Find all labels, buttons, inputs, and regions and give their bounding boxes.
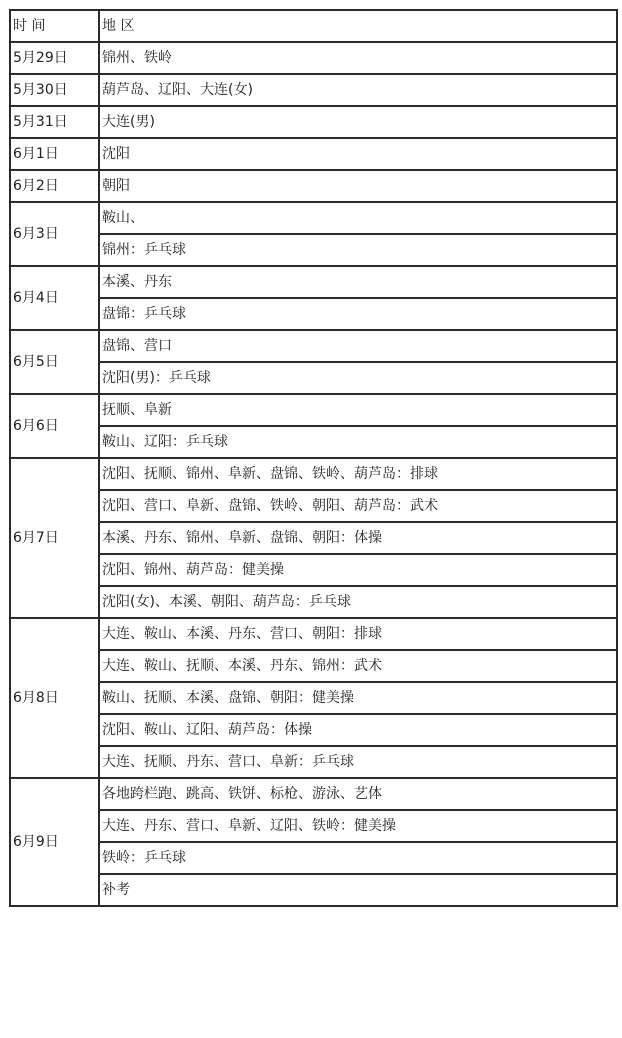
schedule-row	[10, 746, 617, 778]
region-cell: 鞍山、抚顺、本溪、盘锦、朝阳：健美操	[99, 682, 617, 714]
schedule-row	[10, 330, 617, 362]
schedule-row	[10, 202, 617, 234]
region-cell: 葫芦岛、辽阳、大连(女)	[99, 74, 617, 106]
schedule-row	[10, 586, 617, 618]
schedule-row	[10, 426, 617, 458]
schedule-row	[10, 458, 617, 490]
date-cell: 6月3日	[10, 202, 99, 266]
schedule-row	[10, 842, 617, 874]
region-cell: 大连、抚顺、丹东、营口、阜新：乒乓球	[99, 746, 617, 778]
schedule-row	[10, 138, 617, 170]
schedule-row	[10, 874, 617, 906]
region-cell: 铁岭：乒乓球	[99, 842, 617, 874]
region-cell: 沈阳、抚顺、锦州、阜新、盘锦、铁岭、葫芦岛：排球	[99, 458, 617, 490]
date-cell: 6月6日	[10, 394, 99, 458]
region-cell: 补考	[99, 874, 617, 906]
region-cell: 大连(男)	[99, 106, 617, 138]
date-cell: 6月1日	[10, 138, 99, 170]
region-cell: 沈阳(女)、本溪、朝阳、葫芦岛：乒乓球	[99, 586, 617, 618]
date-cell: 5月29日	[10, 42, 99, 74]
region-cell: 大连、鞍山、抚顺、本溪、丹东、锦州：武术	[99, 650, 617, 682]
region-cell: 本溪、丹东、锦州、阜新、盘锦、朝阳：体操	[99, 522, 617, 554]
schedule-row	[10, 714, 617, 746]
date-cell: 6月5日	[10, 330, 99, 394]
region-cell: 沈阳、营口、阜新、盘锦、铁岭、朝阳、葫芦岛：武术	[99, 490, 617, 522]
schedule-row	[10, 266, 617, 298]
region-cell: 沈阳	[99, 138, 617, 170]
region-cell: 大连、丹东、营口、阜新、辽阳、铁岭：健美操	[99, 810, 617, 842]
date-cell: 6月7日	[10, 458, 99, 618]
region-cell: 盘锦：乒乓球	[99, 298, 617, 330]
region-cell: 盘锦、营口	[99, 330, 617, 362]
region-cell: 鞍山、	[99, 202, 617, 234]
schedule-row	[10, 298, 617, 330]
region-cell: 大连、鞍山、本溪、丹东、营口、朝阳：排球	[99, 618, 617, 650]
region-cell: 沈阳、锦州、葫芦岛：健美操	[99, 554, 617, 586]
schedule-row	[10, 490, 617, 522]
schedule-row	[10, 106, 617, 138]
date-cell: 6月8日	[10, 618, 99, 778]
schedule-row	[10, 554, 617, 586]
schedule-row	[10, 778, 617, 810]
region-cell: 锦州、铁岭	[99, 42, 617, 74]
region-cell: 锦州：乒乓球	[99, 234, 617, 266]
date-cell: 6月2日	[10, 170, 99, 202]
region-cell: 鞍山、辽阳：乒乓球	[99, 426, 617, 458]
date-cell: 5月30日	[10, 74, 99, 106]
schedule-row	[10, 362, 617, 394]
date-cell: 6月4日	[10, 266, 99, 330]
region-cell: 沈阳(男)：乒乓球	[99, 362, 617, 394]
schedule-row	[10, 170, 617, 202]
schedule-row	[10, 522, 617, 554]
schedule-row	[10, 682, 617, 714]
header-row	[10, 10, 617, 42]
schedule-row	[10, 42, 617, 74]
region-cell: 抚顺、阜新	[99, 394, 617, 426]
schedule-row	[10, 650, 617, 682]
schedule-row	[10, 394, 617, 426]
header-region: 地 区	[99, 10, 617, 42]
region-cell: 本溪、丹东	[99, 266, 617, 298]
region-cell: 沈阳、鞍山、辽阳、葫芦岛：体操	[99, 714, 617, 746]
region-cell: 各地跨栏跑、跳高、铁饼、标枪、游泳、艺体	[99, 778, 617, 810]
schedule-row	[10, 74, 617, 106]
date-cell: 6月9日	[10, 778, 99, 906]
schedule-row	[10, 810, 617, 842]
schedule-row	[10, 618, 617, 650]
date-cell: 5月31日	[10, 106, 99, 138]
schedule-table	[9, 9, 618, 907]
schedule-row	[10, 234, 617, 266]
header-time: 时 间	[10, 10, 99, 42]
schedule-table-body	[10, 10, 617, 906]
region-cell: 朝阳	[99, 170, 617, 202]
